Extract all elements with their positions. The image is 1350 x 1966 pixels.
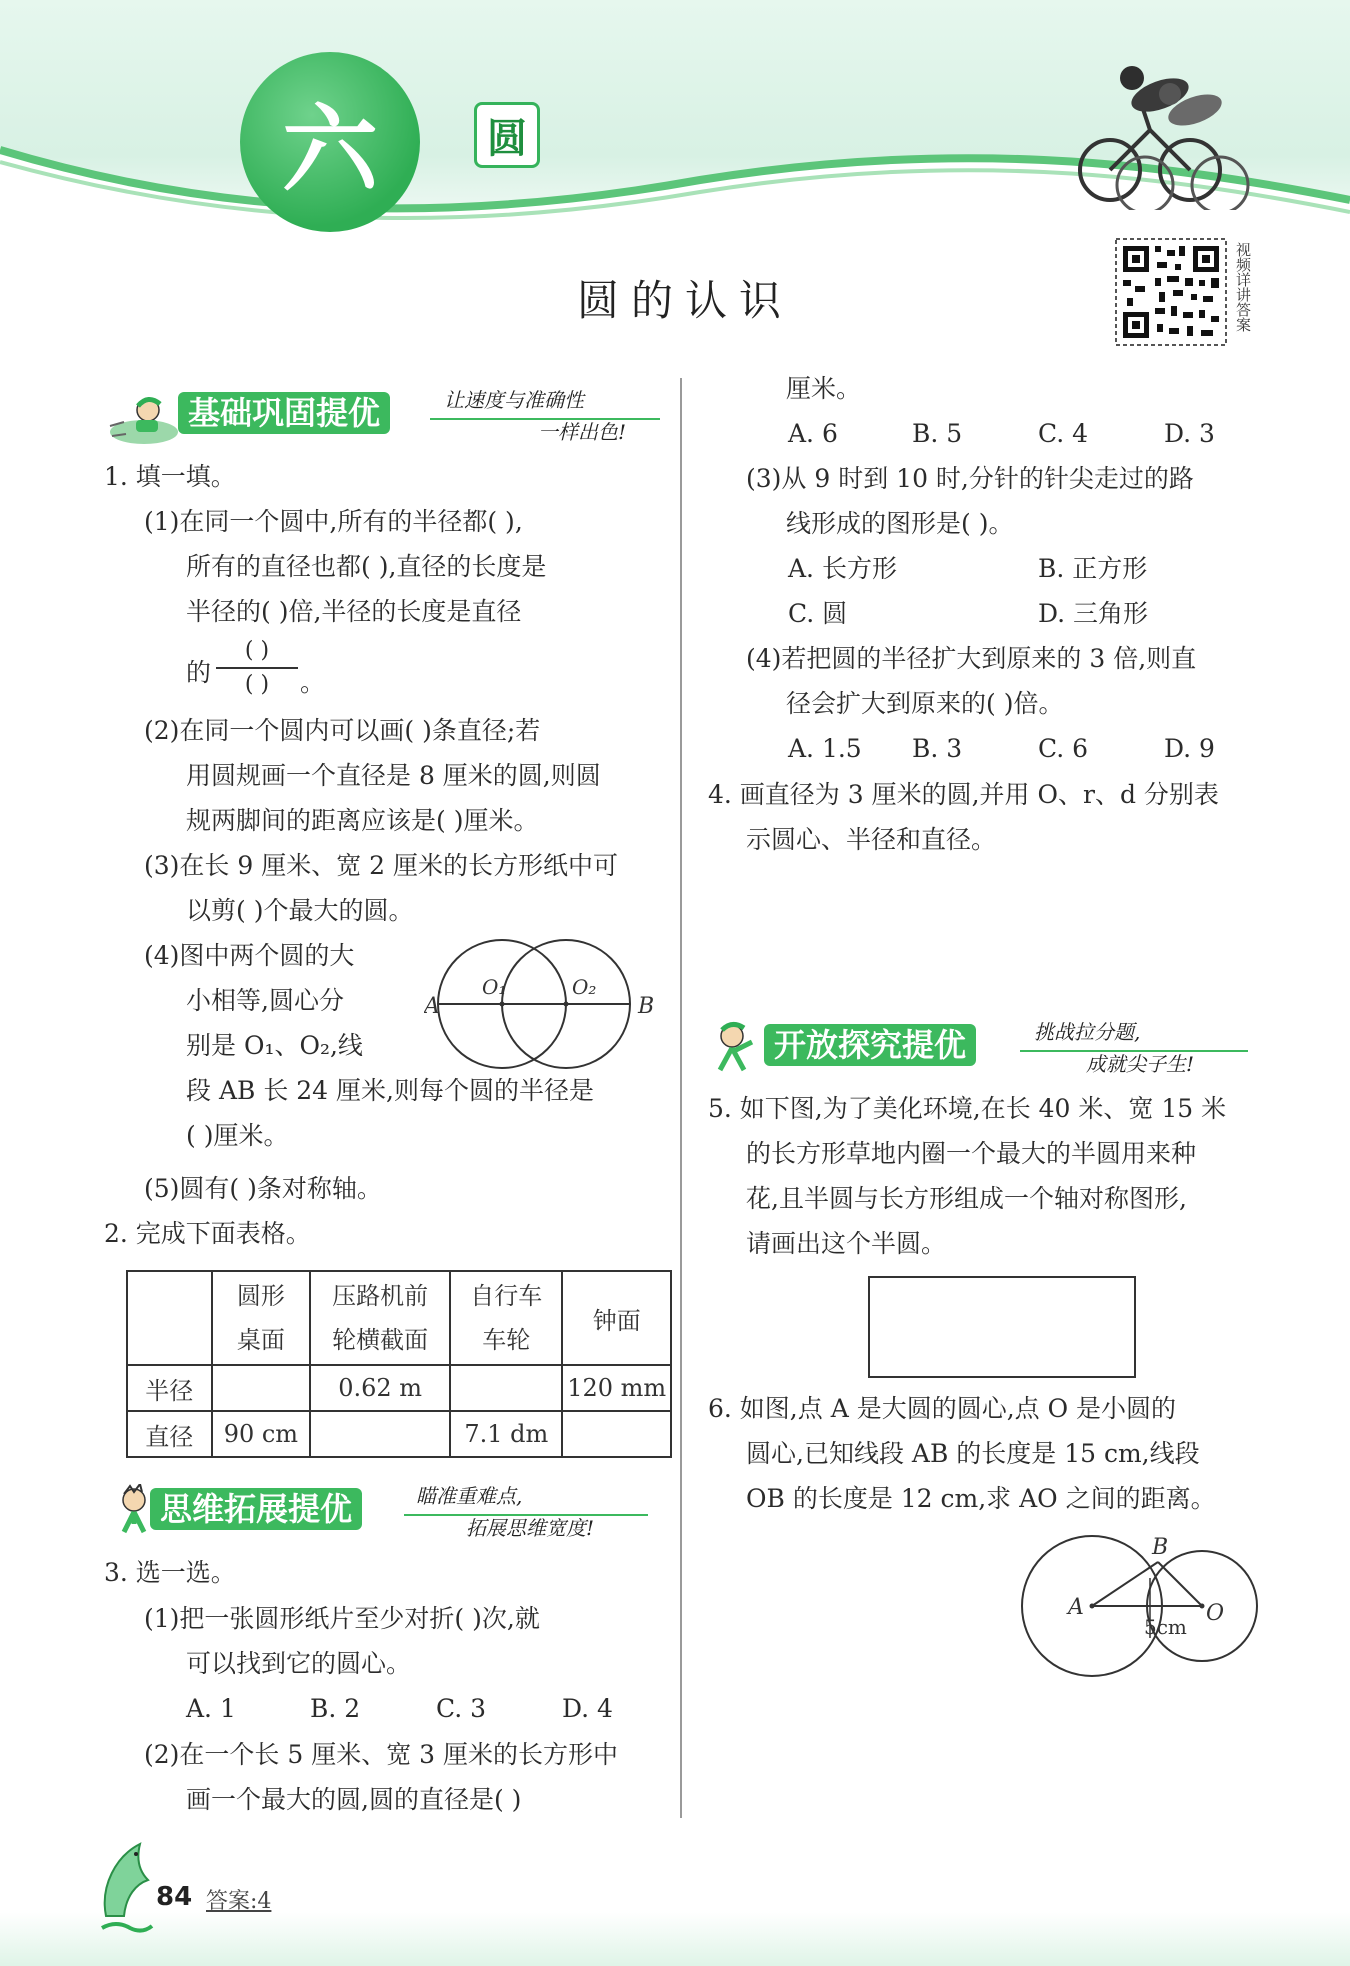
question-4-line2: 示圆心、半径和直径。 [746,825,997,854]
q3-part3-line1: (3)从 9 时到 10 时,分针的针尖走过的路 [746,464,1194,493]
q1-part1-line3: 半径的( )倍,半径的长度是直径 [186,597,522,626]
q3-part2-option-c[interactable]: C. 4 [1038,419,1089,448]
q1-part4-line5: ( )厘米。 [186,1121,289,1150]
chapter-number-badge: 六 [240,52,420,232]
q3-part1-line2: 可以找到它的圆心。 [186,1649,412,1678]
q3-part1-option-a[interactable]: A. 1 [186,1694,236,1723]
q6-label-b: B [1152,1535,1169,1560]
q3-part2-line3: 厘米。 [786,374,862,403]
fig-label-o1: O₁ [482,975,507,999]
question-5-line2: 的长方形草地内圈一个最大的半圆用来种 [746,1139,1197,1168]
section-subtitle-2: 一样出色! [538,420,627,444]
q1-part4-line3: 别是 O₁、O₂,线 [186,1031,363,1060]
section-subtitle-1: 让速度与准确性 [444,388,584,412]
dolphin-icon [96,1836,156,1936]
question-6-line3: OB 的长度是 12 cm,求 AO 之间的距离。 [746,1484,1216,1513]
table-header-cell [310,1271,450,1365]
table-header-cell [450,1271,562,1365]
section-banner-open [706,1016,1266,1086]
q3-part3-option-d[interactable]: D. 三角形 [1038,599,1149,628]
cyclist-icon [1070,50,1250,210]
q1-part3-line1: (3)在长 9 厘米、宽 2 厘米的长方形纸中可 [144,851,619,880]
header-cell-line: 车轮 [482,1326,531,1354]
q1-part1-fraction-prefix: 的 [186,658,212,687]
table-cell[interactable]: 120 mm [562,1365,671,1411]
radius-diameter-table [126,1270,672,1458]
header-cell-line: 桌面 [236,1326,285,1354]
question-6-line1: 6. 如图,点 A 是大圆的圆心,点 O 是小圆的 [708,1394,1177,1423]
q1-part5-line1: (5)圆有( )条对称轴。 [144,1174,382,1203]
q3-part3-line2: 线形成的图形是( )。 [786,509,1014,538]
question-5-line1: 5. 如下图,为了美化环境,在长 40 米、宽 15 米 [708,1094,1227,1123]
q1-part2-line2: 用圆规画一个直径是 8 厘米的圆,则圆 [186,761,601,790]
header-cell-line: 圆形 [236,1282,285,1310]
q3-part2-option-d[interactable]: D. 3 [1164,419,1215,448]
question-1-heading: 1. 填一填。 [104,462,236,491]
table-cell[interactable]: 7.1 dm [450,1411,562,1457]
qr-caption: 视频详讲答案 [1234,242,1252,332]
two-circles-figure [424,934,664,1074]
table-cell[interactable] [562,1411,671,1457]
mascot-icon [104,392,184,448]
section-banner-basic [104,386,664,456]
q3-part1-option-c[interactable]: C. 3 [436,1694,487,1723]
row-label: 直径 [127,1411,212,1457]
question-2-heading: 2. 完成下面表格。 [104,1219,311,1248]
table-cell[interactable] [450,1365,562,1411]
lesson-title: 圆的认识 [576,276,793,325]
header-cell-line: 钟面 [592,1306,641,1335]
table-row [127,1365,671,1411]
question-5-line4: 请画出这个半圆。 [746,1229,947,1258]
q3-part4-option-b[interactable]: B. 3 [912,734,963,763]
q1-part1-line1: (1)在同一个圆中,所有的半径都( ), [144,507,523,536]
section-title: 开放探究提优 [764,1024,976,1066]
q3-part2-line1: (2)在一个长 5 厘米、宽 3 厘米的长方形中 [144,1740,619,1769]
header-cell-line: 自行车 [470,1282,543,1310]
fig-label-a: A [424,994,440,1019]
table-row [127,1411,671,1457]
question-4-line1: 4. 画直径为 3 厘米的圆,并用 O、r、d 分别表 [708,780,1219,809]
q1-fraction-bar [216,667,298,669]
section-title: 基础巩固提优 [178,392,390,434]
section-banner-thinking [104,1480,664,1550]
question-3-heading: 3. 选一选。 [104,1558,236,1587]
table-cell[interactable] [310,1411,450,1457]
q3-part3-option-b[interactable]: B. 正方形 [1038,554,1148,583]
q3-part4-option-c[interactable]: C. 6 [1038,734,1089,763]
section-subtitle-1: 挑战拉分题, [1034,1020,1141,1044]
table-cell[interactable] [212,1365,311,1411]
answer-reference: 答案:4 [206,1889,272,1914]
page-number: 84 [156,1882,193,1912]
q3-part4-line2: 径会扩大到原来的( )倍。 [786,689,1064,718]
q1-fraction-numerator: ( ) [244,638,270,663]
table-header-cell [212,1271,311,1365]
row-label: 半径 [127,1365,212,1411]
q3-part4-line1: (4)若把圆的半径扩大到原来的 3 倍,则直 [746,644,1197,673]
q6-label-o: O [1206,1601,1225,1626]
q3-part1-option-d[interactable]: D. 4 [562,1694,613,1723]
footer-band [0,1912,1350,1966]
section-subtitle-1: 瞄准重难点, [416,1484,523,1508]
header-cell-line: 压路机前 [332,1282,429,1310]
question-6-line2: 圆心,已知线段 AB 的长度是 15 cm,线段 [746,1439,1200,1468]
chapter-name-badge: 圆 [474,102,540,168]
q3-part1-option-b[interactable]: B. 2 [310,1694,361,1723]
section-subtitle-2: 成就尖子生! [1086,1052,1195,1076]
q3-part3-option-a[interactable]: A. 长方形 [788,554,897,583]
header-cell-line: 轮横截面 [332,1326,429,1354]
q3-part4-option-d[interactable]: D. 9 [1164,734,1215,763]
table-header-row [127,1271,671,1365]
fig-label-o2: O₂ [572,975,597,999]
table-cell[interactable]: 90 cm [212,1411,311,1457]
q1-part1-end: 。 [300,668,326,697]
section-title: 思维拓展提优 [150,1488,362,1530]
q1-part1-line2: 所有的直径也都( ),直径的长度是 [186,552,547,581]
table-cell[interactable]: 0.62 m [310,1365,450,1411]
q1-part3-line2: 以剪( )个最大的圆。 [186,896,414,925]
section-subtitle-2: 拓展思维宽度! [466,1516,595,1540]
q6-label-a: A [1068,1595,1084,1620]
q1-part2-line3: 规两脚间的距离应该是( )厘米。 [186,806,539,835]
q1-part4-line4: 段 AB 长 24 厘米,则每个圆的半径是 [186,1076,594,1105]
q3-part2-option-b[interactable]: B. 5 [912,419,963,448]
table-corner-cell [127,1271,212,1365]
q3-part1-line1: (1)把一张圆形纸片至少对折( )次,就 [144,1604,540,1633]
question-5-line3: 花,且半圆与长方形组成一个轴对称图形, [746,1184,1187,1213]
q1-part4-line1: (4)图中两个圆的大 [144,941,355,970]
q6-circles-figure [1010,1530,1260,1690]
q3-part4-option-a[interactable]: A. 1.5 [788,734,862,763]
column-divider [680,378,682,1818]
q3-part2-option-a[interactable]: A. 6 [788,419,838,448]
q6-label-5cm: 5cm [1144,1615,1187,1639]
table-header-cell [562,1271,671,1365]
q1-part2-line1: (2)在同一个圆内可以画( )条直径;若 [144,716,541,745]
fig-label-b: B [638,994,655,1019]
q1-part4-line2: 小相等,圆心分 [186,986,344,1015]
q3-part2-line2: 画一个最大的圆,圆的直径是( ) [186,1785,522,1814]
q1-fraction-denominator: ( ) [244,672,270,697]
q3-part3-option-c[interactable]: C. 圆 [788,599,848,628]
rectangle-drawing-area[interactable] [868,1276,1136,1378]
